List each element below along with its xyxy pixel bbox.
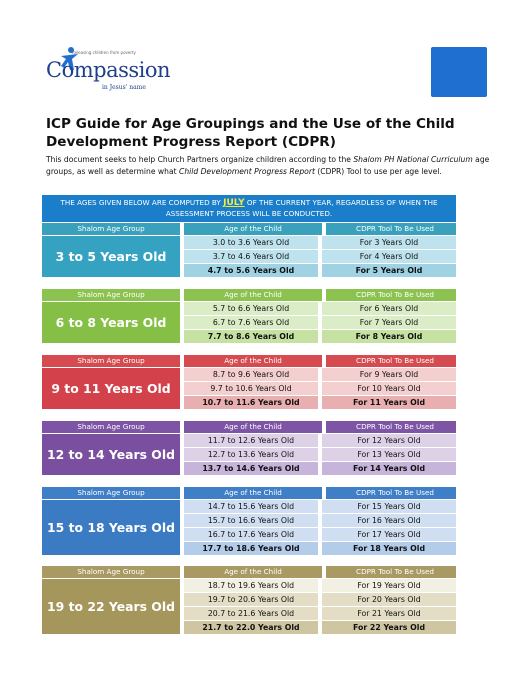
header-cdpr-tool: CDPR Tool To Be Used: [356, 224, 434, 233]
table-row: [180, 528, 456, 541]
cdpr-tool-cell: For 6 Years Old: [322, 302, 456, 315]
child-age-cell: 14.7 to 15.6 Years Old: [184, 500, 318, 513]
age-group-section: [42, 289, 456, 343]
logo-wordmark: Compassion: [46, 58, 171, 82]
child-age-cell: 4.7 to 5.6 Years Old: [184, 264, 318, 277]
child-age-cell: 19.7 to 20.6 Years Old: [184, 593, 318, 606]
age-computation-banner: [42, 195, 456, 222]
child-age-cell: 3.0 to 3.6 Years Old: [184, 236, 318, 249]
child-age-cell: 8.7 to 9.6 Years Old: [184, 368, 318, 381]
table-header-row: [42, 223, 456, 235]
cdpr-tool-cell: For 15 Years Old: [322, 500, 456, 513]
description-curriculum: Shalom PH National Curriculum: [353, 155, 473, 164]
table-row: [180, 434, 456, 447]
cdpr-tool-cell: For 16 Years Old: [322, 514, 456, 527]
child-age-cell: 17.7 to 18.6 Years Old: [184, 542, 318, 555]
child-age-cell: 15.7 to 16.6 Years Old: [184, 514, 318, 527]
child-age-cell: 12.7 to 13.6 Years Old: [184, 448, 318, 461]
cdpr-tool-cell: For 18 Years Old: [322, 542, 456, 555]
header-cdpr-tool: CDPR Tool To Be Used: [356, 567, 434, 576]
cdpr-tool-cell: For 7 Years Old: [322, 316, 456, 329]
logo-subtitle: in Jesus' name: [102, 84, 146, 91]
cdpr-tool-cell: For 8 Years Old: [322, 330, 456, 343]
child-age-cell: 11.7 to 12.6 Years Old: [184, 434, 318, 447]
header-child-age: Age of the Child: [224, 290, 282, 299]
description-cdpr: Child Development Progress Report: [179, 166, 315, 176]
header-child-age: Age of the Child: [224, 567, 282, 576]
cdpr-tool-cell: For 10 Years Old: [322, 382, 456, 395]
table-row: [180, 382, 456, 395]
cdpr-tool-cell: For 5 Years Old: [322, 264, 456, 277]
header-cdpr-tool: CDPR Tool To Be Used: [356, 290, 434, 299]
header-child-age: Age of the Child: [224, 422, 282, 431]
description-text-3: (CDPR) Tool to use per age level.: [314, 166, 442, 176]
table-row: [180, 621, 456, 634]
cdpr-tool-cell: For 21 Years Old: [322, 607, 456, 620]
document-title: ICP Guide for Age Groupings and the Use of the Child Development Progress Report (CDPR): [46, 116, 455, 150]
banner-text-after: OF THE CURRENT YEAR, REGARDLESS OF WHEN THE ASSESSMENT PROCESS WILL BE CONDUCTED.: [165, 198, 438, 218]
table-row: [180, 448, 456, 461]
child-age-cell: 3.7 to 4.6 Years Old: [184, 250, 318, 263]
table-row: [180, 462, 456, 475]
cdpr-tool-cell: For 20 Years Old: [322, 593, 456, 606]
age-group-section: [42, 355, 456, 409]
age-group-name: 15 to 18 Years Old: [42, 500, 180, 555]
table-row: [180, 236, 456, 249]
child-age-cell: 6.7 to 7.6 Years Old: [184, 316, 318, 329]
cdpr-tool-cell: For 3 Years Old: [322, 236, 456, 249]
child-age-cell: 13.7 to 14.6 Years Old: [184, 462, 318, 475]
description-text-1: This document seeks to help Church Partners organize children according to the: [46, 155, 354, 164]
table-row: [180, 579, 456, 592]
cdpr-tool-cell: For 4 Years Old: [322, 250, 456, 263]
age-group-name: 19 to 22 Years Old: [42, 579, 180, 634]
table-row: [180, 316, 456, 329]
header-child-age: Age of the Child: [224, 356, 282, 365]
age-group-name: 3 to 5 Years Old: [42, 236, 180, 277]
header-cdpr-tool: CDPR Tool To Be Used: [356, 488, 434, 497]
table-header-row: [42, 355, 456, 367]
document-description: [46, 154, 496, 177]
banner-text-before: THE AGES GIVEN BELOW ARE COMPUTED BY: [60, 198, 224, 207]
table-row: [180, 396, 456, 409]
child-age-cell: 16.7 to 17.6 Years Old: [184, 528, 318, 541]
header-child-age: Age of the Child: [224, 224, 282, 233]
description-text-2: age groups, as well as determine what: [46, 155, 490, 176]
table-row: [180, 264, 456, 277]
header-child-age: Age of the Child: [224, 488, 282, 497]
age-group-section: [42, 223, 456, 277]
table-row: [180, 368, 456, 381]
table-row: [180, 593, 456, 606]
table-row: [180, 607, 456, 620]
header-age-group: Shalom Age Group: [77, 290, 145, 299]
cdpr-tool-cell: For 12 Years Old: [322, 434, 456, 447]
table-row: [180, 330, 456, 343]
child-age-cell: 18.7 to 19.6 Years Old: [184, 579, 318, 592]
cdpr-tool-cell: For 11 Years Old: [322, 396, 456, 409]
table-header-row: [42, 421, 456, 433]
compassion-logo: [44, 46, 174, 96]
table-row: [180, 302, 456, 315]
header-cdpr-tool: CDPR Tool To Be Used: [356, 356, 434, 365]
cdpr-tool-cell: For 17 Years Old: [322, 528, 456, 541]
cdpr-tool-cell: For 19 Years Old: [322, 579, 456, 592]
table-header-row: [42, 487, 456, 499]
table-row: [180, 514, 456, 527]
table-row: [180, 542, 456, 555]
blue-decoration: [431, 47, 487, 97]
header-age-group: Shalom Age Group: [77, 224, 145, 233]
header-age-group: Shalom Age Group: [77, 422, 145, 431]
logo-tagline: Releasing children from poverty: [72, 50, 136, 55]
cdpr-tool-cell: For 22 Years Old: [322, 621, 456, 634]
age-group-name: 9 to 11 Years Old: [42, 368, 180, 409]
header-age-group: Shalom Age Group: [77, 488, 145, 497]
banner-highlight-month: JULY: [223, 198, 245, 208]
age-group-name: 12 to 14 Years Old: [42, 434, 180, 475]
table-row: [180, 500, 456, 513]
child-age-cell: 20.7 to 21.6 Years Old: [184, 607, 318, 620]
table-header-row: [42, 566, 456, 578]
cdpr-tool-cell: For 9 Years Old: [322, 368, 456, 381]
child-age-cell: 9.7 to 10.6 Years Old: [184, 382, 318, 395]
header-age-group: Shalom Age Group: [77, 567, 145, 576]
child-age-cell: 21.7 to 22.0 Years Old: [184, 621, 318, 634]
header-cdpr-tool: CDPR Tool To Be Used: [356, 422, 434, 431]
age-group-section: [42, 566, 456, 634]
child-age-cell: 7.7 to 8.6 Years Old: [184, 330, 318, 343]
cdpr-tool-cell: For 14 Years Old: [322, 462, 456, 475]
age-group-section: [42, 487, 456, 555]
table-header-row: [42, 289, 456, 301]
child-age-cell: 5.7 to 6.6 Years Old: [184, 302, 318, 315]
age-group-name: 6 to 8 Years Old: [42, 302, 180, 343]
table-row: [180, 250, 456, 263]
age-group-section: [42, 421, 456, 475]
cdpr-tool-cell: For 13 Years Old: [322, 448, 456, 461]
header-age-group: Shalom Age Group: [77, 356, 145, 365]
child-age-cell: 10.7 to 11.6 Years Old: [184, 396, 318, 409]
